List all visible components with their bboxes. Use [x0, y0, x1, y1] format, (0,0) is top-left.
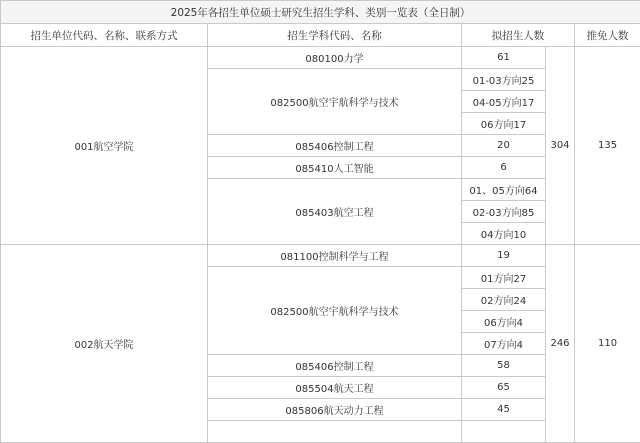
- plan-count: 61: [462, 47, 546, 69]
- subject-name: 080100力学: [208, 47, 462, 69]
- unit-total: 304: [546, 47, 575, 245]
- plan-count: 06方向4: [462, 311, 546, 333]
- plan-count: 58: [462, 355, 546, 377]
- plan-count: 45: [462, 399, 546, 421]
- subject-name: 085406控制工程: [208, 355, 462, 377]
- plan-count: 06方向17: [462, 113, 546, 135]
- plan-count: 07方向4: [462, 333, 546, 355]
- header-exempt: 推免人数: [575, 24, 640, 47]
- plan-count: 02方向24: [462, 289, 546, 311]
- subject-name: 082500航空宇航科学与技术: [208, 267, 462, 355]
- unit-total: 246: [546, 245, 575, 443]
- plan-count: 6: [462, 157, 546, 179]
- header-subject: 招生学科代码、名称: [208, 24, 462, 47]
- subject-name: 085410人工智能: [208, 157, 462, 179]
- subject-name: 085806航天动力工程: [208, 399, 462, 421]
- plan-count: 01-03方向25: [462, 69, 546, 91]
- plan-count: 04-05方向17: [462, 91, 546, 113]
- unit-name: 002航天学院: [1, 245, 208, 443]
- unit-exempt: 110: [575, 245, 640, 443]
- subject-name: 085403航空工程: [208, 179, 462, 245]
- plan-count: 20: [462, 135, 546, 157]
- plan-count: 01、05方向64: [462, 179, 546, 201]
- header-plan: 拟招生人数: [462, 24, 575, 47]
- header-row: [1, 24, 640, 47]
- header-unit: 招生单位代码、名称、联系方式: [1, 24, 208, 47]
- subject-name: 085406控制工程: [208, 135, 462, 157]
- unit-exempt: 135: [575, 47, 640, 245]
- plan-count: 01方向27: [462, 267, 546, 289]
- subject-name: 081100控制科学与工程: [208, 245, 462, 267]
- subject-name: 082500航空宇航科学与技术: [208, 69, 462, 135]
- subject-name: 085504航天工程: [208, 377, 462, 399]
- plan-count: 19: [462, 245, 546, 267]
- plan-count: 02-03方向85: [462, 201, 546, 223]
- plan-count: 04方向10: [462, 223, 546, 245]
- unit-name: 001航空学院: [1, 47, 208, 245]
- table-title-row: [1, 1, 640, 24]
- plan-count: 65: [462, 377, 546, 399]
- table-row: [1, 47, 640, 69]
- table-title: 2025年各招生单位硕士研究生招生学科、类别一览表（全日制）: [1, 1, 640, 24]
- table-row: [1, 245, 640, 267]
